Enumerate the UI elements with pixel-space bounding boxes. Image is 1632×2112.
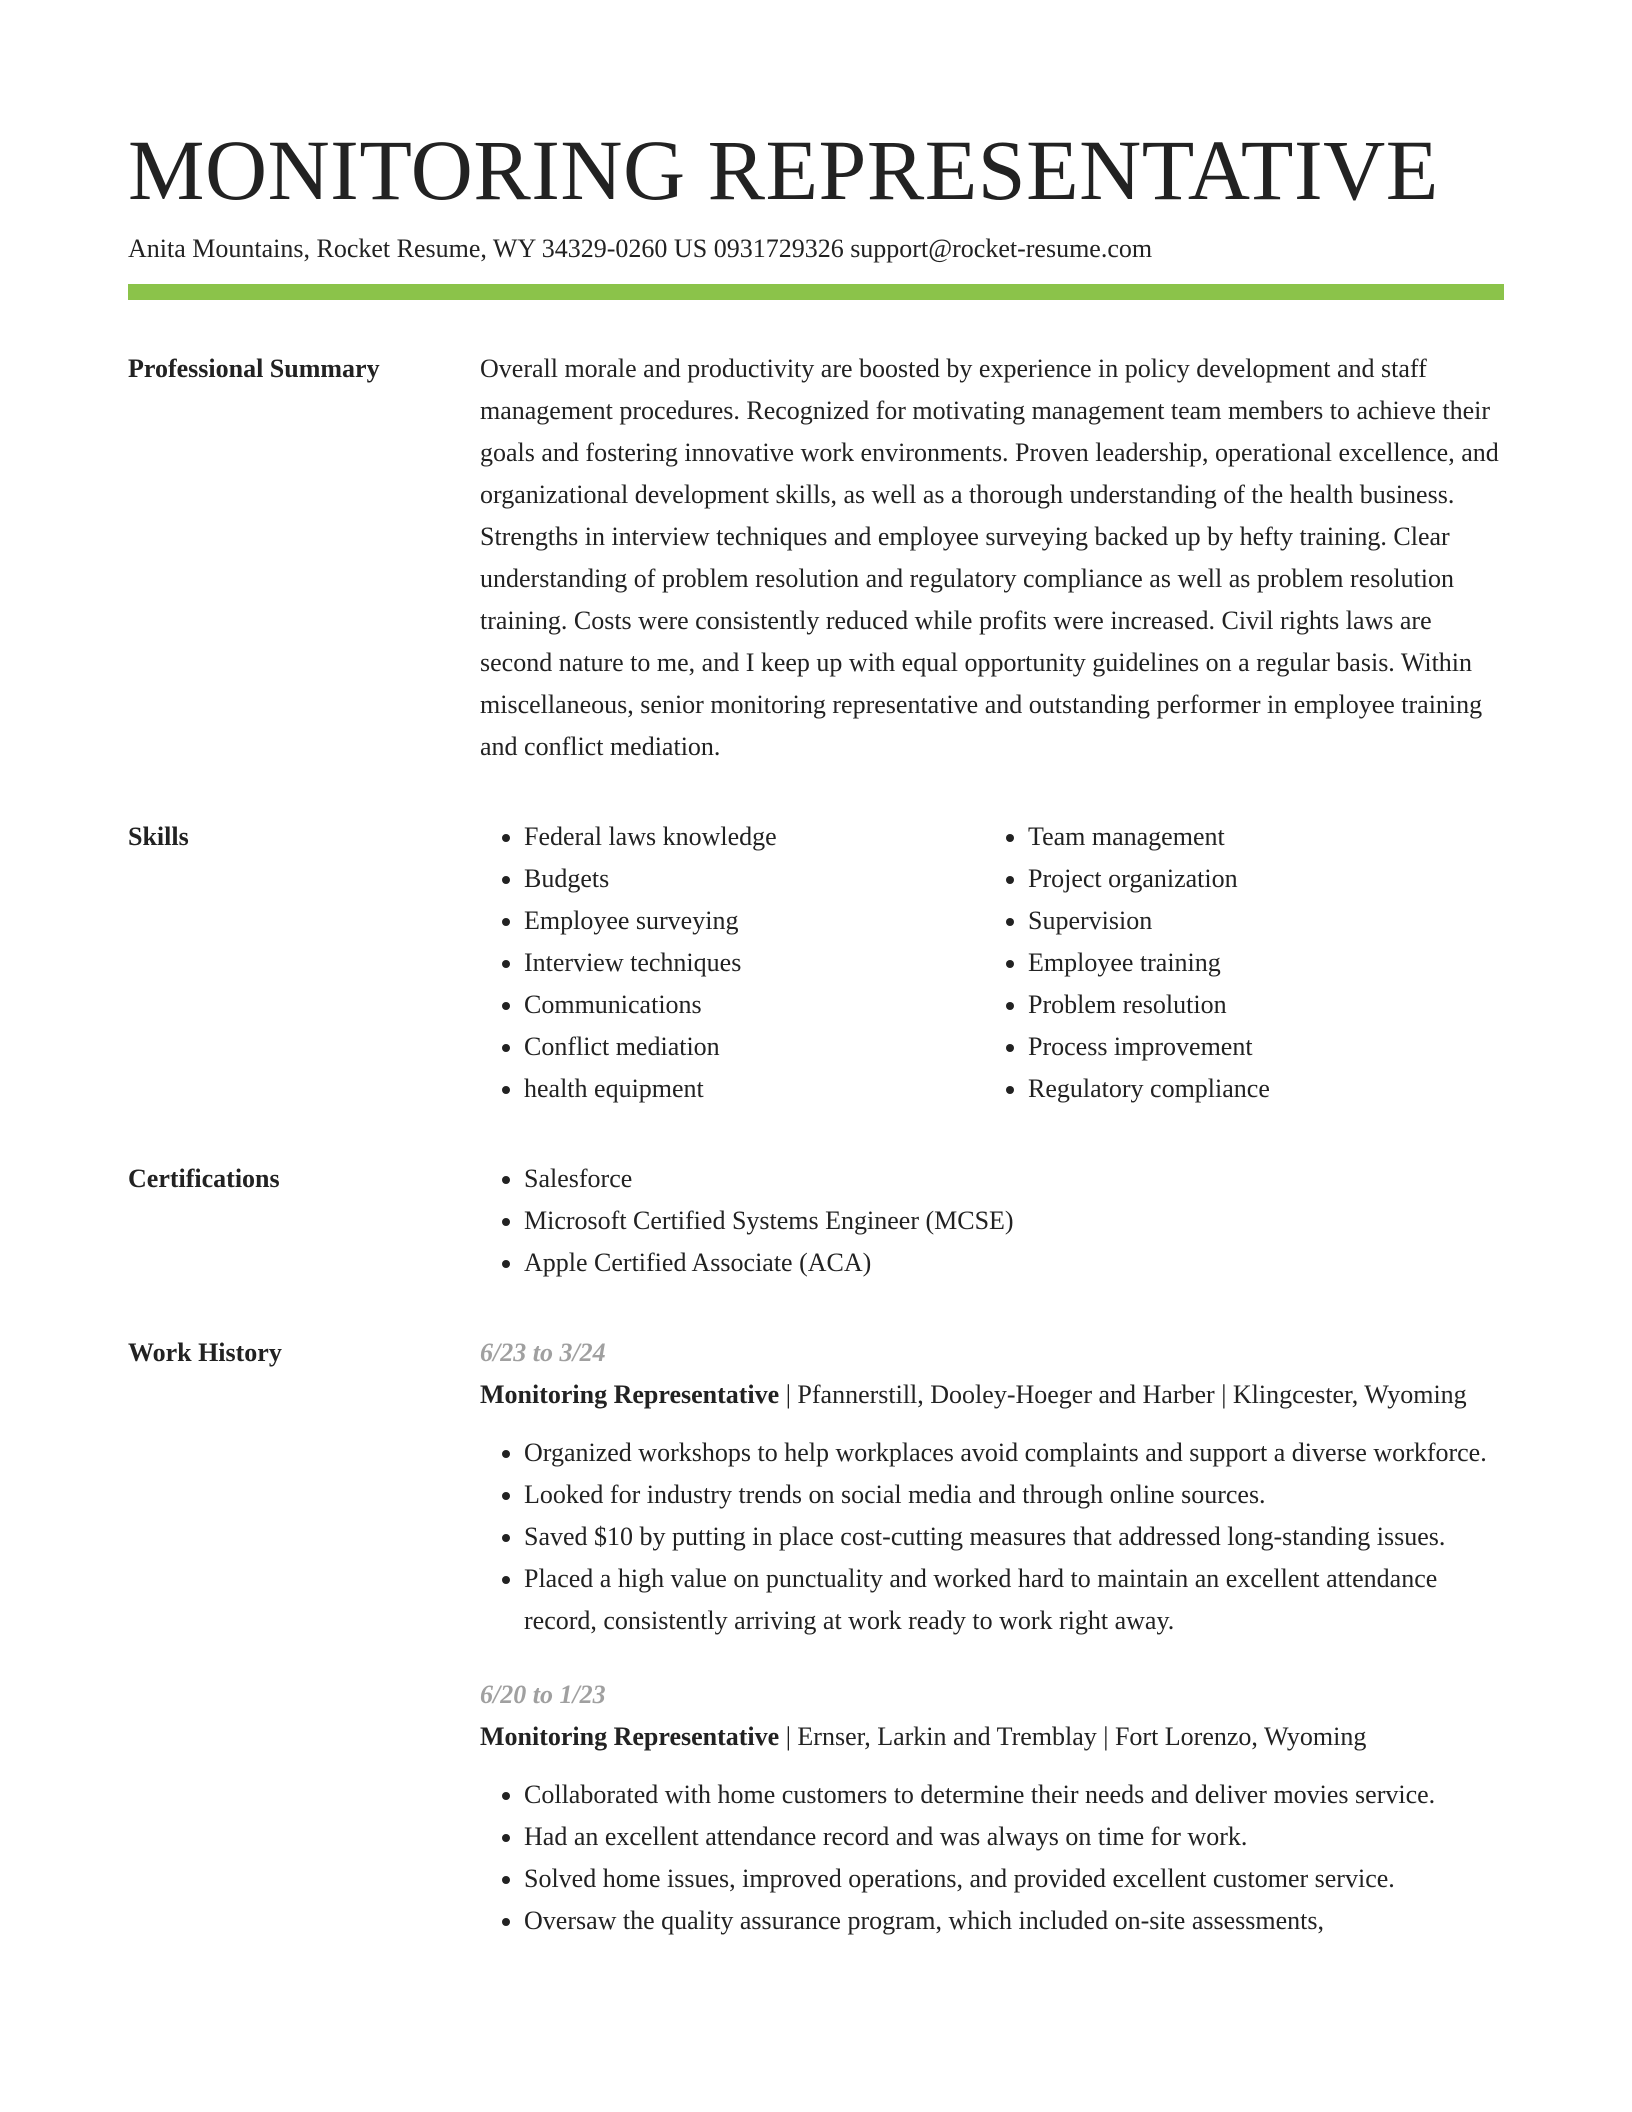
job-entry [480, 1674, 1504, 1942]
skills-section [128, 816, 1504, 1110]
summary-section [128, 348, 1504, 768]
skill-item: • Team management [1028, 816, 1488, 858]
job-bullet: • Oversaw the quality assurance program, which included on-site assessments, [524, 1900, 1504, 1942]
skill-item: • Interview techniques [524, 942, 984, 984]
skills-column-left [480, 816, 984, 1110]
work-history-label: Work History [128, 1338, 282, 1367]
skill-item: • Supervision [1028, 900, 1488, 942]
work-history-section [128, 1332, 1504, 1974]
job-heading [480, 1716, 1504, 1758]
job-dates: 6/20 to 1/23 [480, 1680, 606, 1709]
work-history-body [480, 1332, 1504, 1974]
certifications-label: Certifications [128, 1164, 280, 1193]
job-employer-location: | Ernser, Larkin and Tremblay | Fort Lorenzo, Wyoming [779, 1722, 1367, 1751]
skills-column-right [984, 816, 1488, 1110]
job-bullets [480, 1774, 1504, 1942]
skill-item: • Communications [524, 984, 984, 1026]
job-title: Monitoring Representative [480, 1380, 780, 1409]
skill-item: • Employee surveying [524, 900, 984, 942]
skill-item: • Project organization [1028, 858, 1488, 900]
job-dates: 6/23 to 3/24 [480, 1338, 606, 1367]
certification-item: • Salesforce [524, 1158, 1504, 1200]
job-bullet: • Placed a high value on punctuality and worked hard to maintain an excellent attendance record, consistently arriving at work ready to work right away. [524, 1558, 1504, 1642]
skills-body [480, 816, 1504, 1110]
certification-item: • Apple Certified Associate (ACA) [524, 1242, 1504, 1284]
resume-page [128, 120, 1504, 1974]
resume-name: MONITORING REPRESENTATIVE [128, 122, 1439, 218]
certification-item: • Microsoft Certified Systems Engineer (MCSE) [524, 1200, 1504, 1242]
skill-item: • Federal laws knowledge [524, 816, 984, 858]
skill-item: • Process improvement [1028, 1026, 1488, 1068]
job-title: Monitoring Representative [480, 1722, 780, 1751]
job-entry [480, 1332, 1504, 1642]
skill-item: • Regulatory compliance [1028, 1068, 1488, 1110]
skill-item: • Problem resolution [1028, 984, 1488, 1026]
contact-address: Anita Mountains, Rocket Resume, WY 34329-0260 US [128, 234, 708, 263]
skill-item: • health equipment [524, 1068, 984, 1110]
skills-label: Skills [128, 822, 189, 851]
summary-body [480, 348, 1504, 768]
skill-item: • Budgets [524, 858, 984, 900]
job-bullet: • Looked for industry trends on social media and through online sources. [524, 1474, 1504, 1516]
contact-email: support@rocket-resume.com [850, 234, 1153, 263]
job-employer-location: | Pfannerstill, Dooley-Hoeger and Harber | Klingcester, Wyoming [779, 1380, 1467, 1409]
contact-phone: 0931729326 [713, 234, 844, 263]
contact-line [128, 232, 1504, 266]
skill-item: • Employee training [1028, 942, 1488, 984]
job-bullet: • Saved $10 by putting in place cost-cutting measures that addressed long-standing issues. [524, 1516, 1504, 1558]
job-bullet: • Solved home issues, improved operations, and provided excellent customer service. [524, 1858, 1504, 1900]
certifications-section [128, 1158, 1504, 1284]
job-bullet: • Had an excellent attendance record and was always on time for work. [524, 1816, 1504, 1858]
job-bullet: • Collaborated with home customers to determine their needs and deliver movies service. [524, 1774, 1504, 1816]
job-bullet: • Organized workshops to help workplaces avoid complaints and support a diverse workforce. [524, 1432, 1504, 1474]
summary-label: Professional Summary [128, 354, 380, 383]
summary-text: Overall morale and productivity are boosted by experience in policy development and staff management procedures. Recognized for motivating management team members to achieve their goals and fostering innovative work environments. Proven leadership, operational excellence, and organizational development skills, as well as a thorough understanding of the health business. Strengths in interview techniques and employee surveying backed up by hefty training. Clear understanding of problem resolution and regulatory compliance as well as problem resolution training. Costs were consistently reduced while profits were increased. Civil rights laws are second nature to me, and I keep up with equal opportunity guidelines on a regular basis. Within miscellaneous, senior monitoring representative and outstanding performer in employee training and conflict mediation. [480, 354, 1499, 761]
skill-item: • Conflict mediation [524, 1026, 984, 1068]
accent-divider [128, 284, 1504, 300]
job-heading [480, 1374, 1504, 1416]
job-bullets [480, 1432, 1504, 1642]
certifications-body [480, 1158, 1504, 1284]
